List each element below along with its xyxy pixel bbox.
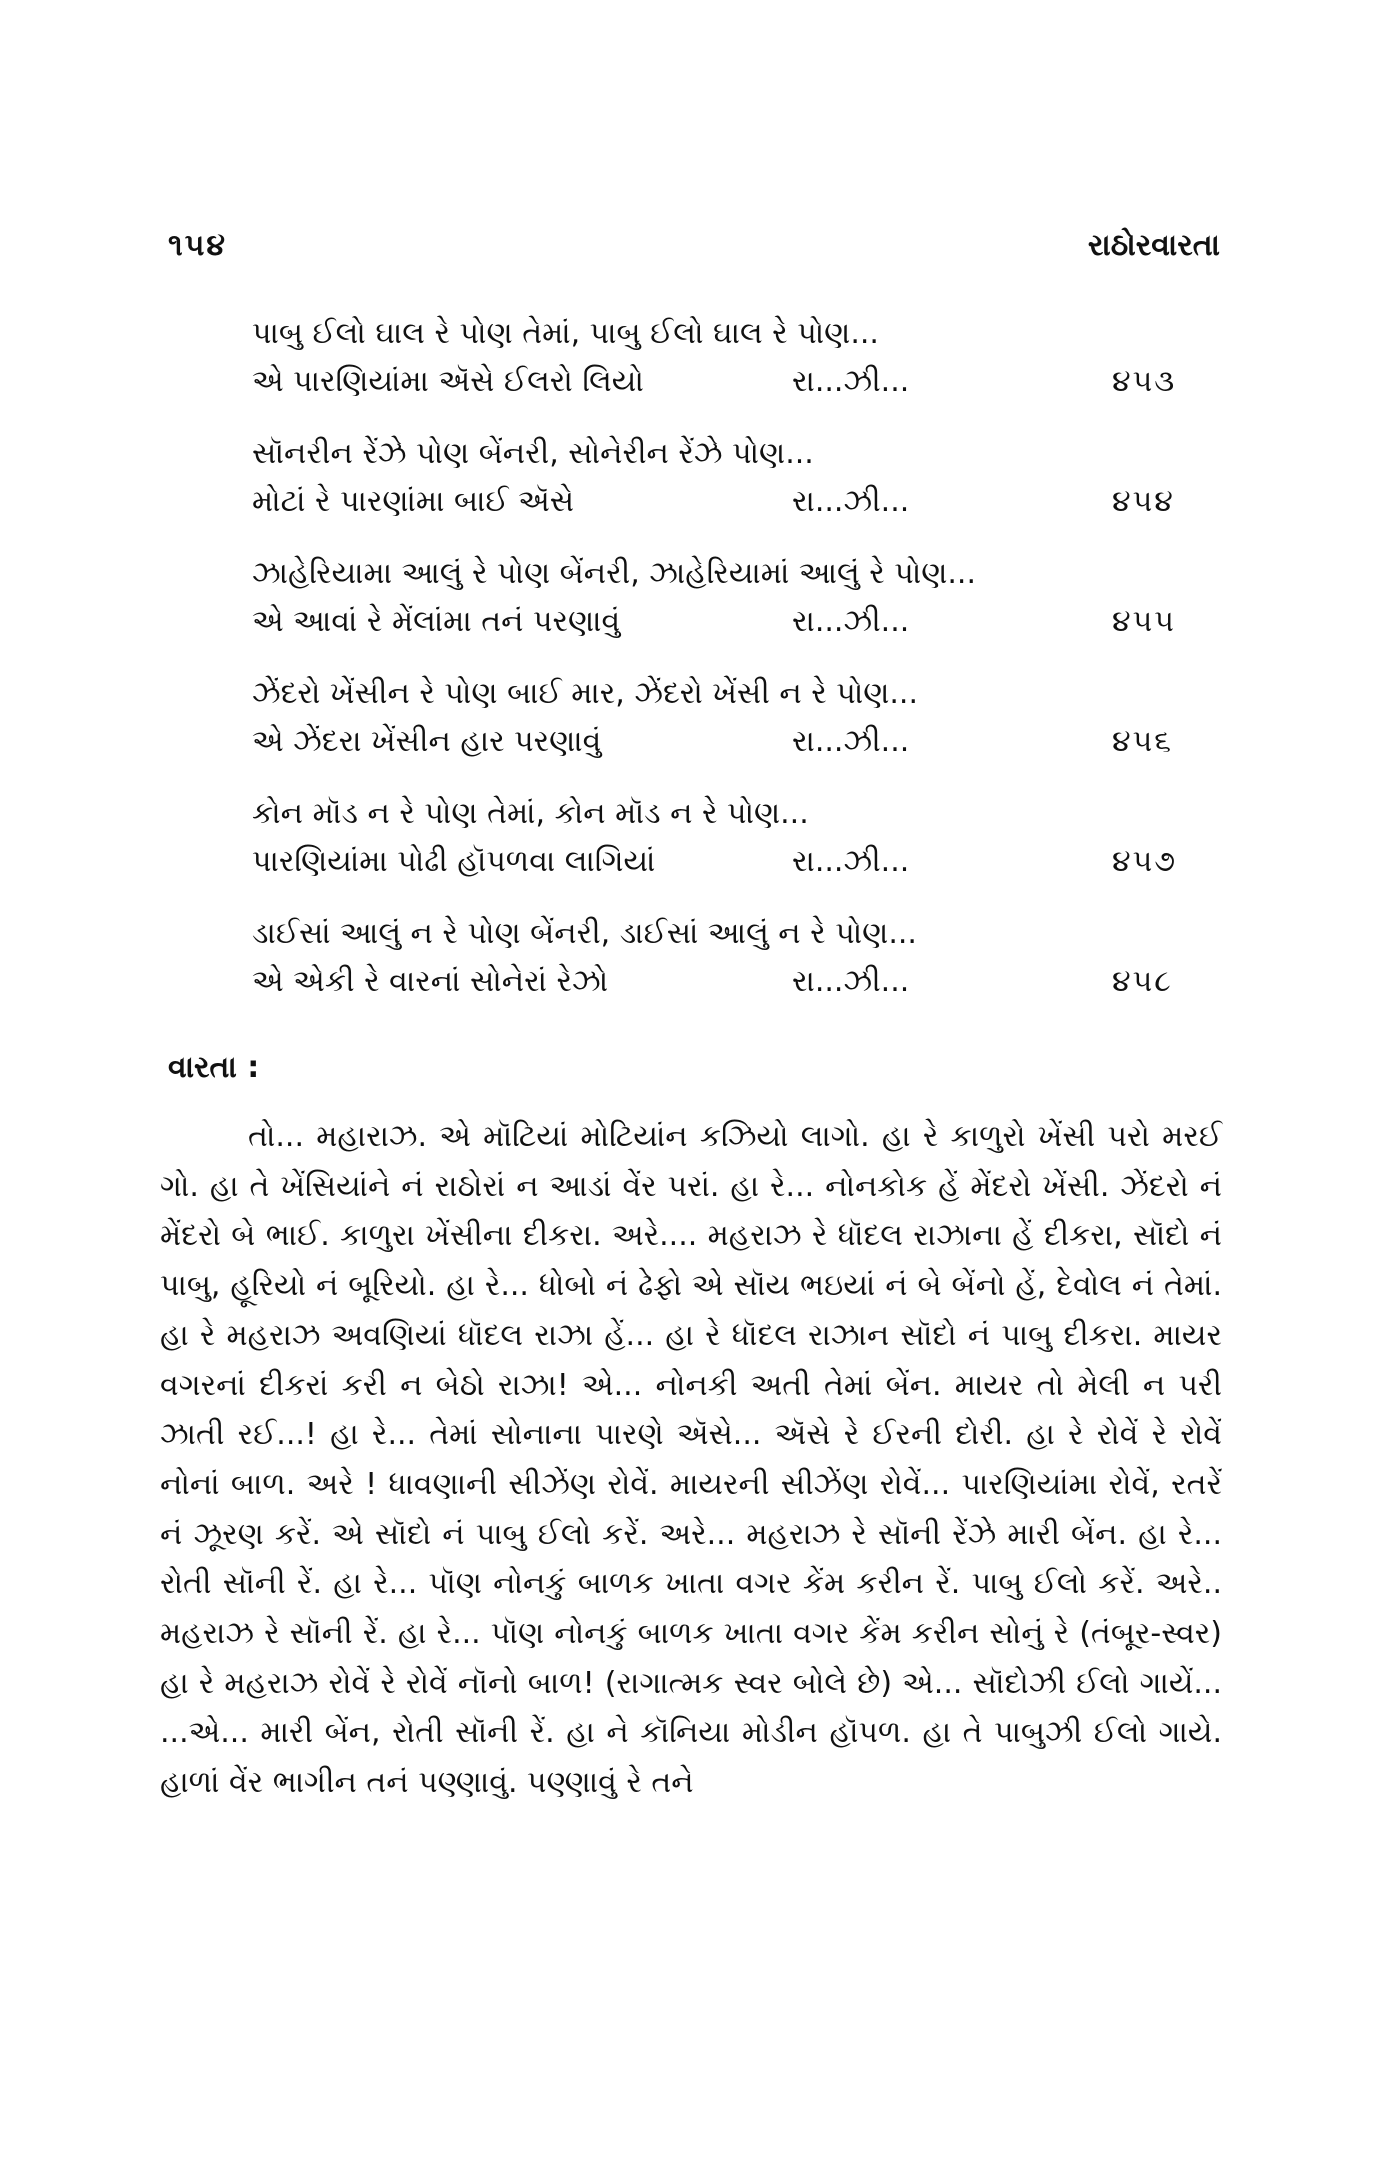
verse-number: ૪૫૮ bbox=[1112, 964, 1173, 999]
section-heading: વારતા : bbox=[168, 1050, 260, 1085]
verse-stanza bbox=[252, 910, 1252, 1006]
verse-line: પાબુ ઈલો ઘાલ રે પોણ તેમાં, પાબુ ઈલો ઘાલ રે પોણ... bbox=[252, 316, 879, 351]
verse-line-text: એ ઝેંદરા ખેંસીન હાર પરણાવું bbox=[252, 724, 602, 759]
verse-number: ૪૫૩ bbox=[1112, 364, 1177, 399]
verse-line-text: એ એકી રે વારનાં સોનેરાં રેઝો bbox=[252, 964, 609, 999]
verse-refrain: રા...ઝી... bbox=[792, 724, 910, 759]
verse-stanza bbox=[252, 670, 1252, 766]
verse-refrain: રા...ઝી... bbox=[792, 844, 910, 879]
verse-line bbox=[252, 958, 1252, 1006]
verse-line: ડાઈસાં આલું ન રે પોણ બેંનરી, ડાઈસાં આલું ન રે પોણ... bbox=[252, 916, 917, 951]
running-title: રાઠોરવારતા bbox=[1087, 228, 1220, 263]
verse-number: ૪૫૪ bbox=[1112, 484, 1175, 519]
verse-stanza bbox=[252, 550, 1252, 646]
verse-line-text: મોટાં રે પારણાંમા બાઈ ઍસે bbox=[252, 484, 575, 519]
verse-stanza bbox=[252, 310, 1252, 406]
verse-refrain: રા...ઝી... bbox=[792, 964, 910, 999]
verse-line-text: પારણિયાંમા પોઢી હૉપળવા લાગિયાં bbox=[252, 844, 656, 879]
verse-number: ૪૫૭ bbox=[1112, 844, 1178, 879]
verse-block bbox=[252, 310, 1252, 1030]
verse-line: કોન મૉડ ન રે પોણ તેમાં, કોન મૉડ ન રે પોણ... bbox=[252, 796, 809, 831]
verse-line: સૉનરીન રેંઝે પોણ બેંનરી, સોનેરીન રેંઝે પોણ... bbox=[252, 436, 814, 471]
verse-line bbox=[252, 358, 1252, 406]
verse-line bbox=[252, 598, 1252, 646]
verse-stanza bbox=[252, 790, 1252, 886]
verse-line-text: એ આવાં રે મેંલાંમા તનં પરણાવું bbox=[252, 604, 621, 639]
verse-number: ૪૫૫ bbox=[1112, 604, 1177, 639]
verse-stanza bbox=[252, 430, 1252, 526]
verse-line bbox=[252, 718, 1252, 766]
verse-line bbox=[252, 478, 1252, 526]
verse-line-text: એ પારણિયાંમા ઍસે ઈલરો લિયો bbox=[252, 364, 644, 399]
prose-paragraph: તો... મહારાઝ. એ મૉટિયાં મોટિયાંન કઝિયો લાગો. હા રે કાળુરો ખેંસી પરો મરઈ ગો. હા તે ખેંસિયાંને નં રાઠોરાં ન આડાં વેંર પરાં. હા રે... નોનકોક હેં મેંદરો ખેંસી. ઝેંદરો નં મેંદરો બે ભાઈ. કાળુરા ખેંસીના દીકરા. અરે.... મહરાઝ રે ધૉદલ રાઝાના હેં દીકરા, સૉદો નં પાબુ, હૂરિયો નં બૂરિયો. હા રે... ધોબો નં ઢેફો એ સૉય ભઇયાં નં બે બેંનો હેં, દેવોલ નં તેમાં. હા રે મહરાઝ અવણિયાં ધૉદલ રાઝા હેં... હા રે ધૉદલ રાઝાન સૉદો નં પાબુ દીકરા. માયર વગરનાં દીકરાં કરી ન બેઠો રાઝા! એ... નોનકી અતી તેમાં બેંન. માયર તો મેલી ન પરી ઝાતી રઈ...! હા રે... તેમાં સોનાના પારણે ઍસે... ઍસે રે ઈરની દોરી. હા રે રોવેં રે રોવેં નોનાં બાળ. અરે ! ધાવણાની સીઝેંણ રોવેં. માયરની સીઝેંણ રોવેં... પારણિયાંમા રોવેં, રતરેં નં ઝૂરણ કરેં. એ સૉદો નં પાબુ ઈલો કરેં. અરે... મહરાઝ રે સૉની રેંઝે મારી બેંન. હા રે... રોતી સૉની રેં. હા રે... પૉણ નોનકું બાળક ખાતા વગર કેંમ કરીન રેં. પાબુ ઈલો કરેં. અરે.. મહરાઝ રે સૉની રેં. હા રે... પૉણ નોનકું બાળક ખાતા વગર કેંમ કરીન સોનું રે (તંબૂર-સ્વર) હા રે મહરાઝ રોવેં રે રોવેં નૉનો બાળ! (રાગાત્મક સ્વર બોલે છે) એ... સૉદોઝી ઈલો ગાયેં... ...એ... મારી બેંન, રોતી સૉની રેં. હા ને કૉનિયા મોડીન હૉપળ. હા તે પાબુઝી ઈલો ગાયે. હાળાં વેંર ભાગીન તનં પણ્ણાવું. પણ્ણાવું રે તને bbox=[160, 1119, 1222, 1801]
verse-line bbox=[252, 838, 1252, 886]
verse-line: ઝાહેરિયામા આલું રે પોણ બેંનરી, ઝાહેરિયામાં આલું રે પોણ... bbox=[252, 556, 977, 591]
verse-refrain: રા...ઝી... bbox=[792, 604, 910, 639]
verse-number: ૪૫૬ bbox=[1112, 724, 1174, 759]
verse-refrain: રા...ઝી... bbox=[792, 364, 910, 399]
verse-line: ઝેંદરો ખેંસીન રે પોણ બાઈ માર, ઝેંદરો ખેંસી ન રે પોણ... bbox=[252, 676, 919, 711]
page-number: ૧૫૪ bbox=[168, 228, 228, 263]
verse-refrain: રા...ઝી... bbox=[792, 484, 910, 519]
